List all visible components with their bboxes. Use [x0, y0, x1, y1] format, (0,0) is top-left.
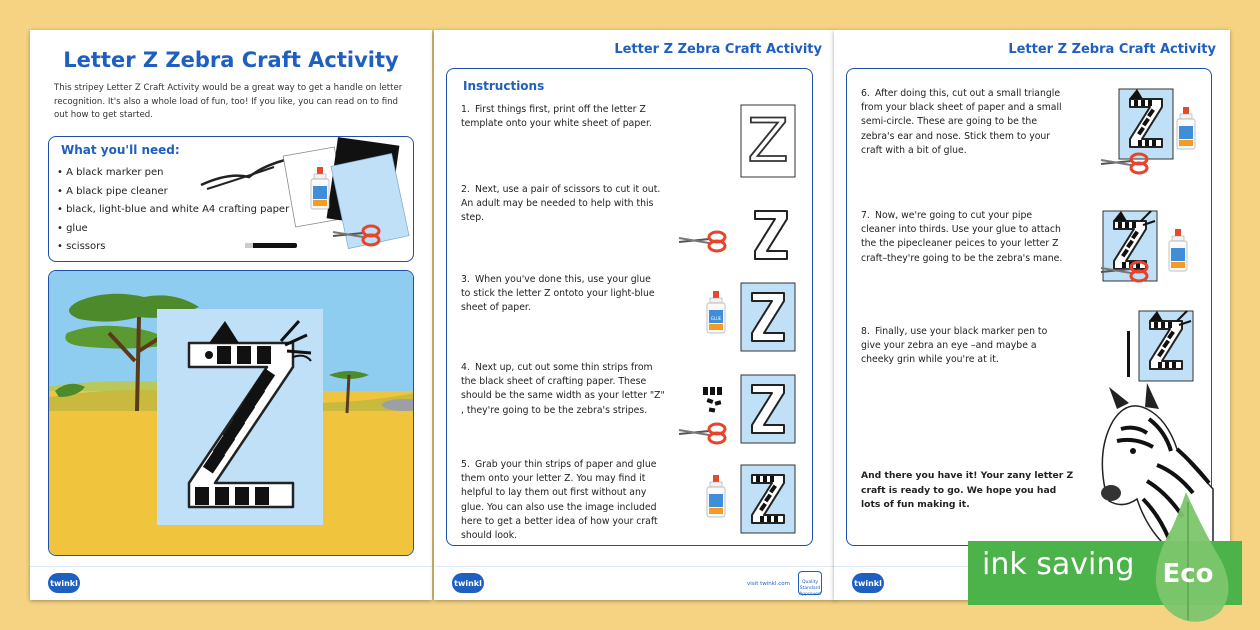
step-number: 5. [461, 459, 470, 470]
page-footer [30, 566, 432, 600]
zebra-scene [48, 270, 414, 556]
intro-text: This stripey Letter Z Craft Activity would be a great way to get a handle on letter recognition. It's also a whole load of fun, too! If you like, you can read on to find out how to get started. [54, 83, 403, 120]
list-item: • A black pipe cleaner [57, 186, 289, 205]
step-number: 3. [461, 274, 470, 285]
eco-leaf-badge [1144, 492, 1234, 622]
list-item: • glue [57, 223, 289, 242]
materials-illustration [49, 137, 415, 263]
page-1 [30, 30, 432, 600]
glue-label: GLUE [710, 316, 722, 321]
list-item: • black, light-blue and white A4 crafting paper [57, 204, 289, 223]
step-text: Finally, use your black marker pen to give your zebra an eye –and maybe a cheeky grin while you're at it. [861, 326, 1048, 366]
eco-label: Eco [1162, 559, 1214, 589]
ink-saving-label: ink saving [982, 547, 1135, 582]
twinkl-logo: twinkl [452, 573, 484, 593]
list-item: • A black marker pen [57, 167, 289, 186]
list-item: • scissors [57, 241, 289, 260]
step-text: Next, use a pair of scissors to cut it out. An adult may be needed to help with this step. [461, 184, 661, 224]
page-title: Letter Z Zebra Craft Activity [63, 48, 399, 72]
page-footer [434, 566, 836, 600]
step-text: First things first, print off the letter Z template onto your white sheet of paper. [461, 104, 652, 130]
step-number: 4. [461, 362, 470, 373]
template-letter: Z [747, 106, 789, 176]
page-2 [434, 30, 836, 600]
instructions-box-continued [846, 68, 1212, 546]
materials-box [48, 136, 414, 262]
instructions-box [446, 68, 813, 546]
step-text: When you've done this, use your glue to stick the letter Z ontoto your light-blue sheet of paper. [461, 274, 655, 314]
step-number: 6. [861, 88, 870, 99]
step-number: 7. [861, 210, 870, 221]
twinkl-logo: twinkl [852, 573, 884, 593]
step-illustrations [447, 69, 814, 547]
page-header: Letter Z Zebra Craft Activity [614, 42, 822, 57]
step-text: Grab your thin strips of paper and glue them onto your letter Z. You may find it helpful to lay them out first without any glue. You can also use the image included here to get a better idea of how your craft should look. [461, 459, 658, 542]
step-number: 8. [861, 326, 870, 337]
visit-link[interactable]: visit twinkl.com [747, 581, 790, 587]
materials-title: What you'll need: [61, 143, 180, 157]
step-text: After doing this, cut out a small triangle from your black sheet of paper and a small semi-circle. These are going to be the zebra's ear and nose. Stick them to your craft with a bit of glue. [861, 88, 1062, 156]
step-number: 1. [461, 104, 470, 115]
quality-badge: Quality Standard Approved [798, 571, 822, 595]
step-illustrations [847, 69, 1213, 547]
twinkl-logo: twinkl [48, 573, 80, 593]
zebra-craft-illustration [49, 271, 414, 556]
page-header: Letter Z Zebra Craft Activity [1008, 42, 1216, 57]
step-number: 2. [461, 184, 470, 195]
step-text: Next up, cut out some thin strips from the black sheet of crafting paper. These should be the same width as your letter "Z" , they're going to be the zebra's stripes. [461, 362, 665, 416]
step-text: Now, we're going to cut your pipe cleaner into thirds. Use your glue to attach the the pipecleaner peices to your letter Z craft–they're going to be the zebra's mane. [861, 210, 1063, 264]
closing-text: And there you have it! Your zany letter Z craft is ready to go. We hope you had lots of fun making it. [861, 470, 1074, 510]
instructions-title: Instructions [463, 79, 545, 93]
